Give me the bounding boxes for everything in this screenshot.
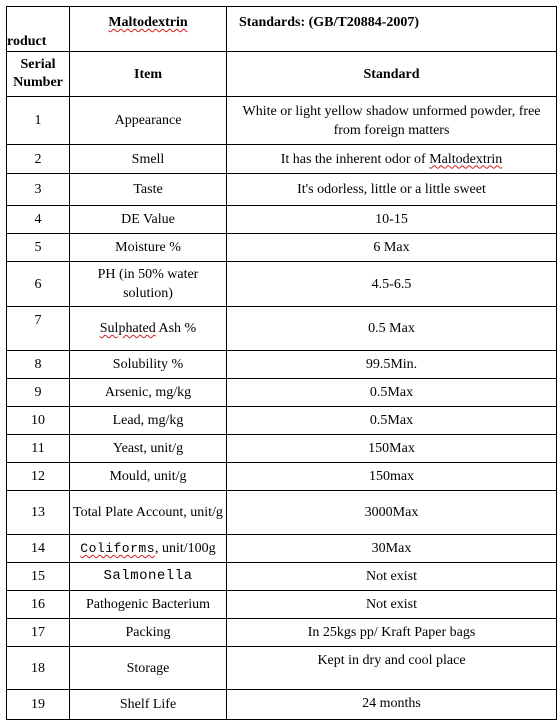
serial-cell: 1: [7, 97, 70, 145]
item-cell: Pathogenic Bacterium: [70, 591, 227, 619]
table-row: [7, 491, 557, 535]
table-row: [7, 145, 557, 174]
standard-cell: In 25kgs pp/ Kraft Paper bags: [227, 619, 557, 647]
serial-cell: 19: [7, 690, 70, 720]
standard-cell: Kept in dry and cool place: [227, 647, 557, 690]
serial-cell: 17: [7, 619, 70, 647]
item-word: Coliforms: [80, 541, 156, 556]
serial-cell: 3: [7, 174, 70, 206]
serial-cell: 7: [7, 307, 70, 351]
table-row: [7, 591, 557, 619]
standard-cell: [227, 145, 557, 174]
serial-cell: 12: [7, 463, 70, 491]
item-cell: PH (in 50% water solution): [70, 262, 227, 307]
table-row: [7, 647, 557, 690]
table-row: [7, 435, 557, 463]
serial-cell: 4: [7, 206, 70, 234]
item-cell: Lead, mg/kg: [70, 407, 227, 435]
standards-label: Standards: (GB/T20884-2007): [227, 7, 557, 52]
standard-cell: 0.5Max: [227, 407, 557, 435]
item-cell: Smell: [70, 145, 227, 174]
standard-cell: It's odorless, little or a little sweet: [227, 174, 557, 206]
header-serial: Serial Number: [7, 52, 70, 97]
title-row: [7, 7, 557, 52]
item-cell: DE Value: [70, 206, 227, 234]
standard-cell: 99.5Min.: [227, 351, 557, 379]
standard-cell: 150max: [227, 463, 557, 491]
table-row: [7, 463, 557, 491]
standard-cell: 3000Max: [227, 491, 557, 535]
table-row: [7, 97, 557, 145]
item-cell: Arsenic, mg/kg: [70, 379, 227, 407]
product-name-cell: [70, 7, 227, 52]
serial-cell: 6: [7, 262, 70, 307]
header-standard: Standard: [227, 52, 557, 97]
item-cell: Packing: [70, 619, 227, 647]
standard-cell: Not exist: [227, 563, 557, 591]
table-row: [7, 535, 557, 563]
serial-cell: 13: [7, 491, 70, 535]
standard-cell: 150Max: [227, 435, 557, 463]
serial-cell: 2: [7, 145, 70, 174]
table-row: [7, 206, 557, 234]
item-text: Ash %: [155, 321, 197, 336]
serial-cell: 11: [7, 435, 70, 463]
table-row: [7, 619, 557, 647]
table-row: [7, 174, 557, 206]
item-cell: Yeast, unit/g: [70, 435, 227, 463]
item-cell: Total Plate Account, unit/g: [70, 491, 227, 535]
serial-cell: 18: [7, 647, 70, 690]
item-text: , unit/100g: [155, 541, 216, 556]
standard-text: It has the inherent odor of: [280, 151, 430, 167]
serial-cell: 5: [7, 234, 70, 262]
standard-cell: 0.5Max: [227, 379, 557, 407]
table-row: [7, 407, 557, 435]
serial-cell: 15: [7, 563, 70, 591]
table-row: [7, 307, 557, 351]
spec-table: [6, 6, 557, 720]
table-row: [7, 234, 557, 262]
item-cell: Taste: [70, 174, 227, 206]
table-row: [7, 690, 557, 720]
header-item: Item: [70, 52, 227, 97]
serial-cell: 16: [7, 591, 70, 619]
serial-cell: 10: [7, 407, 70, 435]
standard-cell: 4.5-6.5: [227, 262, 557, 307]
product-label: roduct: [7, 7, 70, 52]
table-row: [7, 262, 557, 307]
header-row: [7, 52, 557, 97]
standard-cell: 24 months: [227, 690, 557, 720]
item-cell: Moisture %: [70, 234, 227, 262]
standard-cell: White or light yellow shadow unformed powder, free from foreign matters: [227, 97, 557, 145]
serial-cell: 9: [7, 379, 70, 407]
item-cell: Solubility %: [70, 351, 227, 379]
item-cell: Mould, unit/g: [70, 463, 227, 491]
serial-cell: 8: [7, 351, 70, 379]
item-cell: Appearance: [70, 97, 227, 145]
item-cell: Storage: [70, 647, 227, 690]
serial-cell: 14: [7, 535, 70, 563]
standard-cell: 6 Max: [227, 234, 557, 262]
product-name: Maltodextrin: [108, 15, 188, 30]
table-row: [7, 351, 557, 379]
standard-cell: Not exist: [227, 591, 557, 619]
table-row: [7, 379, 557, 407]
item-cell: Salmonella: [70, 563, 227, 591]
standard-word: Maltodextrin: [429, 151, 503, 167]
item-word: Sulphated: [99, 321, 156, 336]
item-cell: Shelf Life: [70, 690, 227, 720]
item-cell: [70, 307, 227, 351]
standard-cell: 0.5 Max: [227, 307, 557, 351]
standard-cell: 10-15: [227, 206, 557, 234]
standard-cell: 30Max: [227, 535, 557, 563]
table-row: [7, 563, 557, 591]
item-cell: [70, 535, 227, 563]
